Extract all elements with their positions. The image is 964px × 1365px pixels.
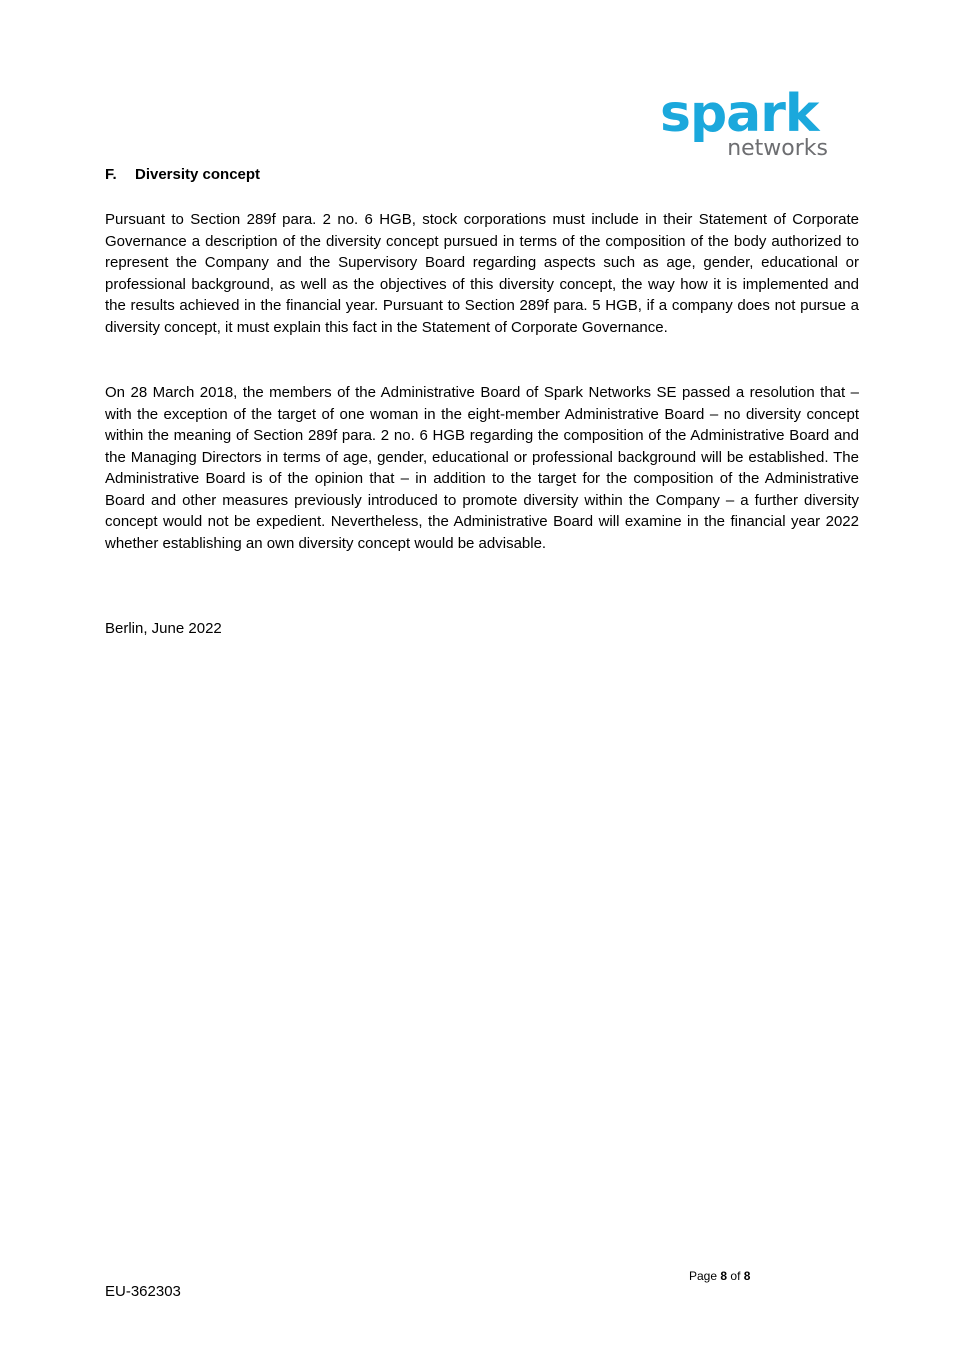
company-logo [660,84,832,168]
paragraph-board-resolution: On 28 March 2018, the members of the Administrative Board of Spark Networks SE passed a resolution that – with the exception of the target of one woman in the eight-member Administrative Board – no diversity concept within the meaning of Section 289f para. 2 no. 6 HGB regarding the composition of the Administrative Board and the Managing Directors in terms of age, gender, educational or professional background will be established. The Administrative Board is of the opinion that – in addition to the target for the composition of the Administrative Board and other measures previously introduced to promote diversity within the Company – a further diversity concept would not be expedient. Nevertheless, the Administrative Board will examine in the financial year 2022 whether establishing an own diversity concept would be advisable. [105,384,859,552]
logo-word-networks: networks [727,136,828,161]
logo-word-spark: spark [660,84,819,144]
page-total: 8 [743,1269,751,1283]
section-number: F. [105,166,117,183]
section-title: Diversity concept [135,166,261,183]
section-heading [105,165,260,185]
closing-place-date: Berlin, June 2022 [105,620,222,637]
paragraph-legal-requirement: Pursuant to Section 289f para. 2 no. 6 HGB, stock corporations must include in their Statement of Corporate Governance a description of the diversity concept pursued in terms of the composition of the body authorized to represent the Company and the Supervisory Board regarding aspects such as age, gender, educational or professional background, as well as the objectives of this diversity concept, the way how it is implemented and the results achieved in the financial year. Pursuant to Section 289f para. 5 HGB, if a company does not pursue a diversity concept, it must explain this fact in the Statement of Corporate Governance. [105,211,859,336]
page-of: of [730,1269,741,1283]
page-number [689,1268,750,1284]
page-prefix: Page [689,1269,718,1283]
document-id: EU-362303 [105,1283,181,1300]
page-current: 8 [720,1269,728,1283]
